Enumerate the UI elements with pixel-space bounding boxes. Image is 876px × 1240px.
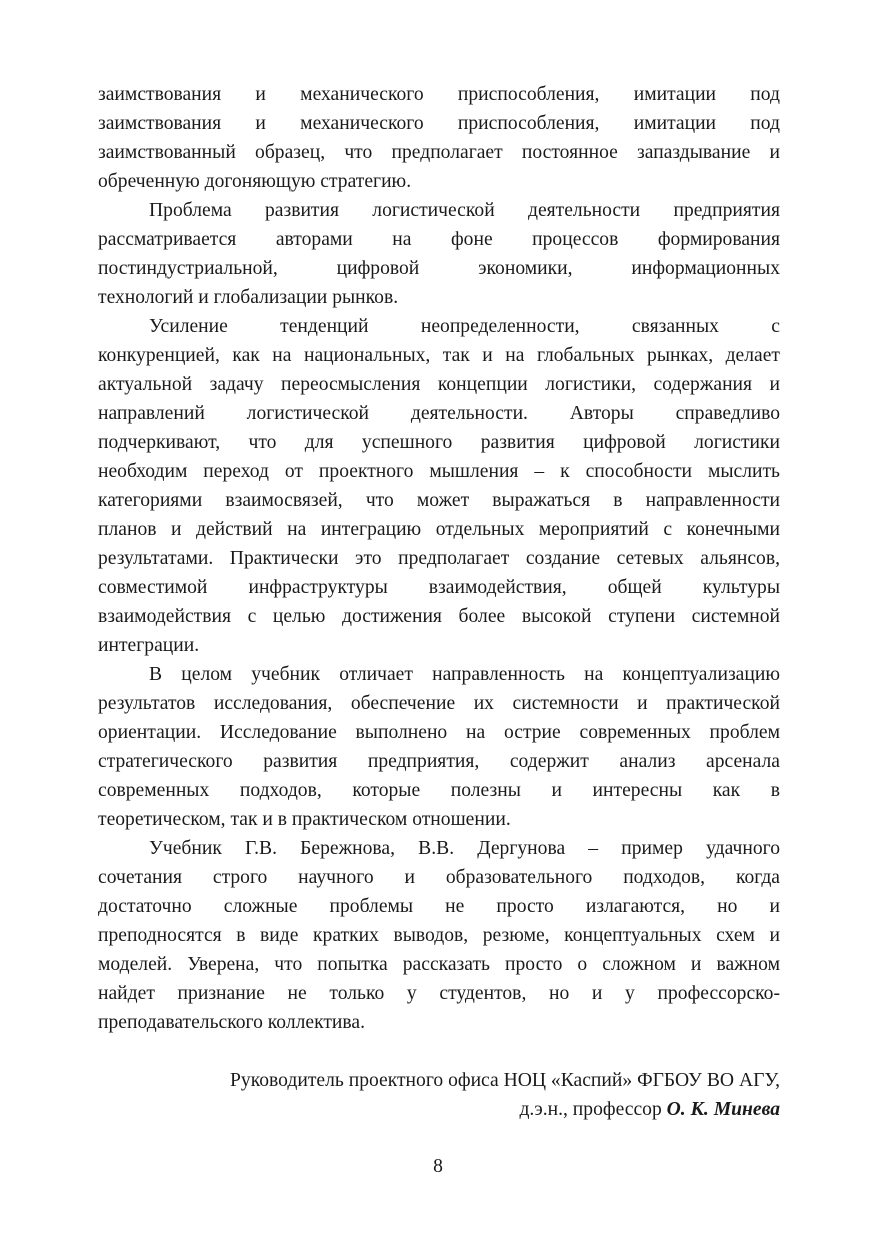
paragraph-3	[98, 312, 780, 660]
text-line: обреченную догоняющую стратегию.	[98, 171, 412, 192]
text-line: подчеркивают, что для успешного развития цифровой логистики	[98, 432, 780, 453]
text-line: результатов исследования, обеспечение их системности и практической	[98, 693, 780, 714]
text-line: рассматривается авторами на фоне процессов формирования	[98, 229, 780, 250]
paragraph-5	[98, 834, 780, 1037]
text-line: планов и действий на интеграцию отдельных мероприятий с конечными	[98, 519, 780, 540]
text-line: постиндустриальной, цифровой экономики, информационных	[98, 258, 780, 279]
text-line: Учебник Г.В. Бережнова, В.В. Дергунова – пример удачного	[149, 838, 780, 859]
text-line: современных подходов, которые полезны и интересны как в	[98, 780, 780, 801]
text-line: стратегического развития предприятия, содержит анализ арсенала	[98, 751, 780, 772]
signature-credentials: д.э.н., профессор	[519, 1099, 667, 1120]
text-line: моделей. Уверена, что попытка рассказать просто о сложном и важном	[98, 954, 780, 975]
text-line: достаточно сложные проблемы не просто излагаются, но и	[98, 896, 780, 917]
text-line: конкуренцией, как на национальных, так и на глобальных рынках, делает	[98, 345, 780, 366]
document-body	[98, 80, 780, 1037]
paragraph-2	[98, 196, 780, 312]
signature-position: Руководитель проектного офиса НОЦ «Каспий» ФГБОУ ВО АГУ,	[230, 1070, 780, 1091]
text-line: сочетания строго научного и образовательного подходов, когда	[98, 867, 780, 888]
text-line: технологий и глобализации рынков.	[98, 287, 399, 308]
text-line: взаимодействия с целью достижения более высокой ступени системной	[98, 606, 780, 627]
text-line: направлений логистической деятельности. Авторы справедливо	[98, 403, 780, 424]
text-line: заимствования и механического приспособления, имитации под	[98, 113, 780, 134]
text-line: ориентации. Исследование выполнено на острие современных проблем	[98, 722, 780, 743]
page-number: 8	[433, 1156, 443, 1177]
text-line: Усиление тенденций неопределенности, связанных с	[149, 316, 780, 337]
text-line: заимствования и механического приспособления, имитации под	[98, 84, 780, 105]
text-line: результатами. Практически это предполагает создание сетевых альянсов,	[98, 548, 780, 569]
text-line: актуальной задачу переосмысления концепции логистики, содержания и	[98, 374, 780, 395]
text-line: преподавательского коллектива.	[98, 1012, 365, 1033]
text-line: найдет признание не только у студентов, но и у профессорско-	[98, 983, 780, 1004]
text-line: Проблема развития логистической деятельности предприятия	[149, 200, 780, 221]
text-line: заимствованный образец, что предполагает постоянное запаздывание и	[98, 142, 780, 163]
text-line: интеграции.	[98, 635, 200, 656]
signature-author: О. К. Минева	[666, 1099, 780, 1120]
text-line: В целом учебник отличает направленность на концептуализацию	[149, 664, 780, 685]
paragraph-1	[98, 80, 780, 196]
text-line: преподносятся в виде кратких выводов, резюме, концептуальных схем и	[98, 925, 780, 946]
text-line: необходим переход от проектного мышления – к способности мыслить	[98, 461, 780, 482]
signature-credentials-line	[98, 1095, 780, 1124]
text-line: теоретическом, так и в практическом отношении.	[98, 809, 511, 830]
text-line: категориями взаимосвязей, что может выражаться в направленности	[98, 490, 780, 511]
signature-block	[98, 1066, 780, 1124]
text-line: совместимой инфраструктуры взаимодействия, общей культуры	[98, 577, 780, 598]
paragraph-4	[98, 660, 780, 834]
